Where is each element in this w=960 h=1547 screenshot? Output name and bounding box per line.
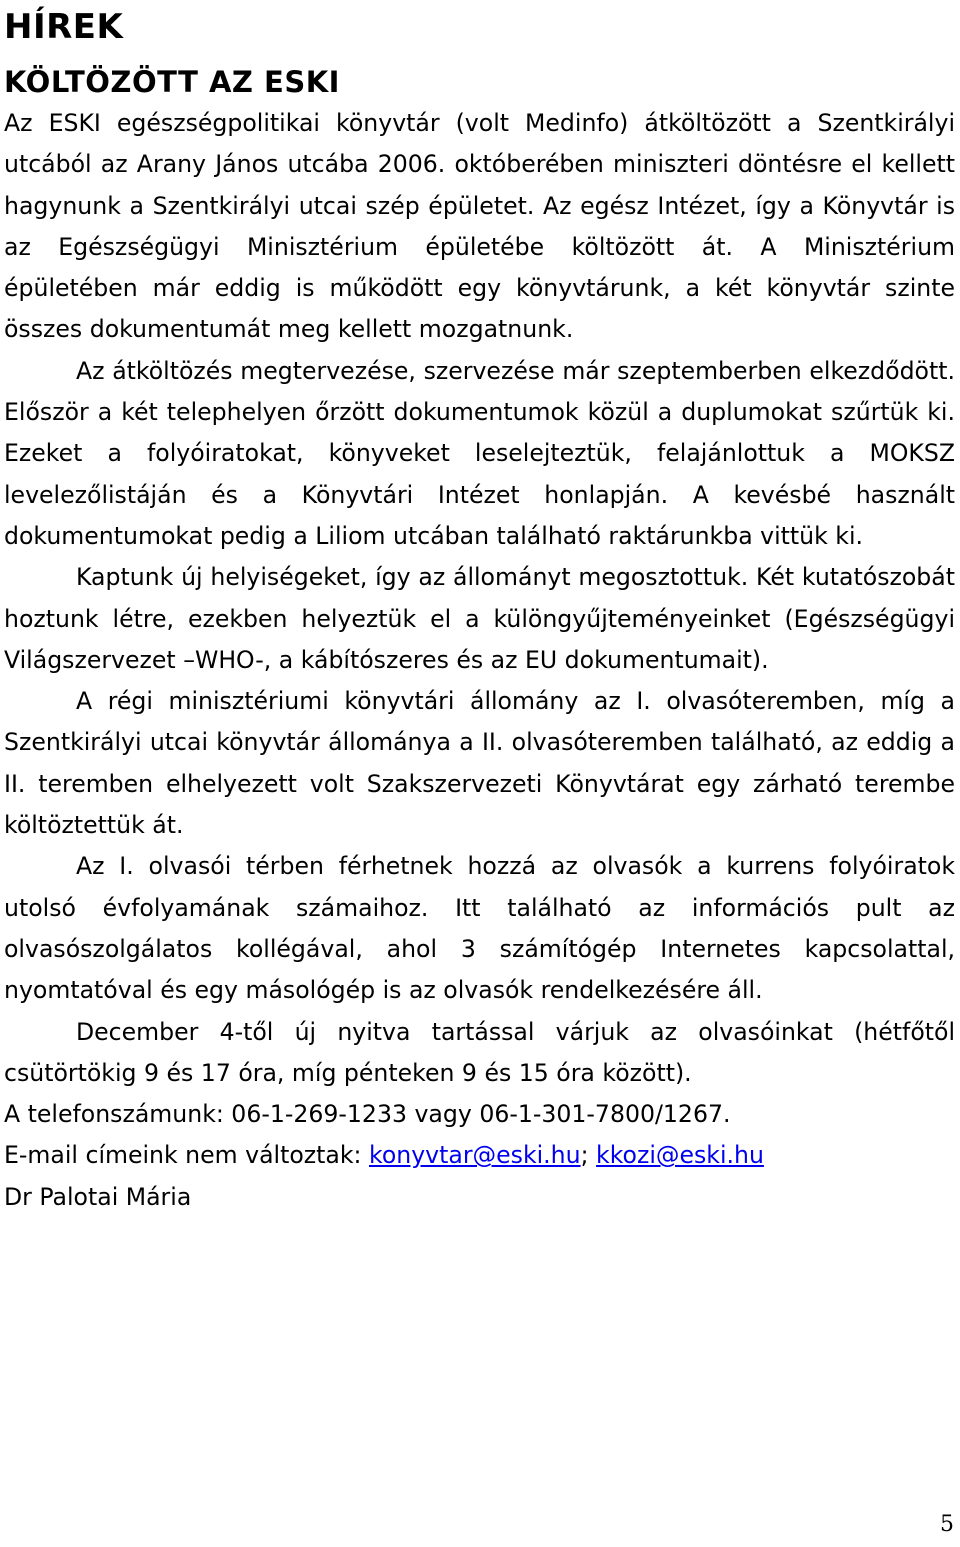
- paragraph-planning: Az átköltözés megtervezése, szervezése már szeptemberben elkezdődött. Először a két telephelyen őrzött dokumentumok közül a duplumokat szűrtük ki. Ezeket a folyóiratokat, könyveket leselejteztük, felajánlottuk a MOKSZ levelezőlistáján és a Könyvtári Intézet honlapján. A kevésbé használt dokumentumokat pedig a Liliom utcában található raktárunkba vittük ki.: [4, 356, 955, 550]
- paragraph-intro: Az ESKI egészségpolitikai könyvtár (volt Medinfo) átköltözött a Szentkirályi utcából az Arany János utcába 2006. októberében miniszteri döntésre el kellett hagynunk a Szentkirályi utcai szép épületet. Az egész Intézet, így a Könyvtár is az Egészségügyi Minisztérium épületébe költözött át. A Minisztérium épületében már eddig is működött egy könyvtárunk, a két könyvtár szinte összes dokumentumát meg kellett mozgatnunk.: [4, 109, 955, 344]
- email-prefix: E-mail címeink nem változtak:: [4, 1141, 369, 1170]
- author-signature: Dr Palotai Mária: [4, 1182, 192, 1211]
- email-link-konyvtar[interactable]: konyvtar@eski.hu: [369, 1141, 581, 1170]
- page-number: 5: [940, 1512, 954, 1537]
- document-page: [4, 0, 955, 1218]
- phone-line: A telefonszámunk: 06-1-269-1233 vagy 06-1-301-7800/1267.: [4, 1100, 731, 1129]
- section-heading: HÍREK: [4, 7, 124, 47]
- paragraph-information-desk: Az I. olvasói térben férhetnek hozzá az olvasók a kurrens folyóiratok utolsó évfolyamának számaihoz. Itt található az információs pult az olvasószolgálatos kollégával, ahol 3 számítógép Internetes kapcsolattal, nyomtatóval és egy másológép is az olvasók rendelkezésére áll.: [4, 852, 955, 1005]
- paragraph-new-rooms: Kaptunk új helyiségeket, így az állományt megosztottuk. Két kutatószobát hoztunk létre, ezekben helyeztük el a különgyűjteményeinket (Egészségügyi Világszervezet –WHO-, a kábítószeres és az EU dokumentumait).: [4, 563, 955, 674]
- email-separator: ;: [580, 1141, 597, 1170]
- paragraph-reading-rooms: A régi minisztériumi könyvtári állomány az I. olvasóteremben, míg a Szentkirályi utcai könyvtár állománya a II. olvasóteremben található, az eddig a II. teremben elhelyezett volt Szakszervezeti Könyvtárat egy zárható terembe költöztettük át.: [4, 687, 955, 840]
- email-line: [4, 1135, 955, 1176]
- article-body: [4, 102, 955, 1218]
- paragraph-opening-hours: December 4-től új nyitva tartással várjuk az olvasóinkat (hétfőtől csütörtökig 9 és 17 óra, míg pénteken 9 és 15 óra között).: [4, 1017, 955, 1087]
- email-link-kkozi[interactable]: kkozi@eski.hu: [596, 1141, 764, 1170]
- article-title: KÖLTÖZÖTT AZ ESKI: [4, 65, 340, 99]
